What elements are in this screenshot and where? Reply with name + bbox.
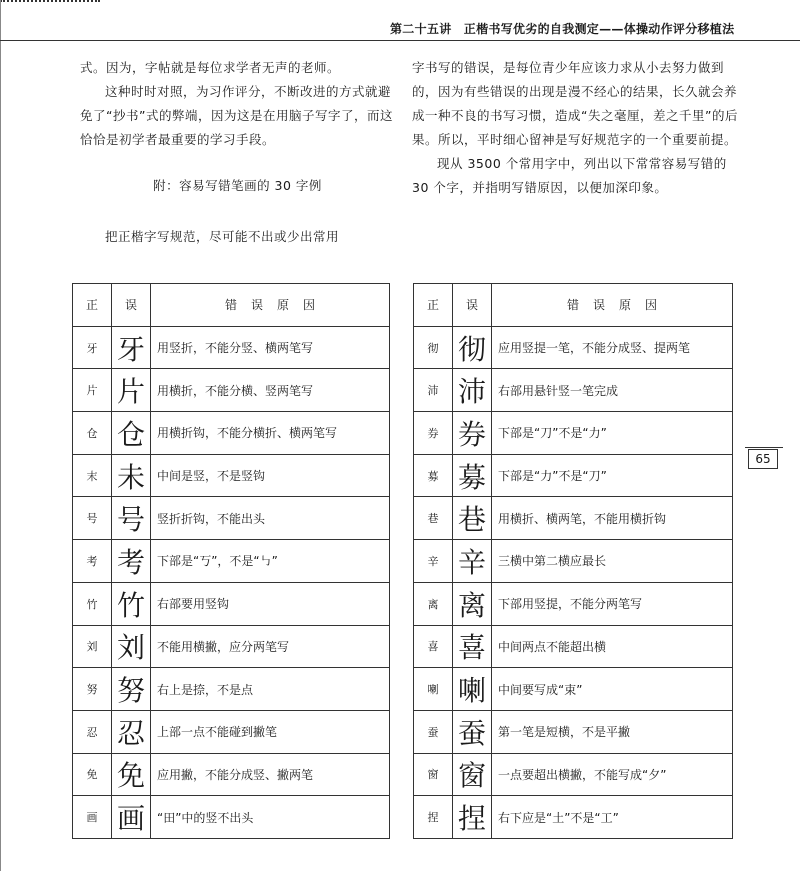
handwritten-char: 未: [112, 454, 151, 497]
handwritten-char: 竹: [112, 582, 151, 625]
left-paragraph-2: 这种时时对照，为习作评分，不断改进的方式就避免了“抄书”式的弊端，因为这是在用脑子写字了，而这恰恰是初学者最重要的学习手段。: [80, 84, 393, 147]
error-reason: 右部用悬针竖一笔完成: [492, 369, 733, 412]
table-row: [73, 796, 390, 839]
header-correct: 正: [414, 284, 453, 327]
right-paragraph-2: 现从 3500 个常用字中，列出以下常常容易写错的 30 个字，并指明写错原因，以便加深印象。: [412, 156, 727, 195]
handwritten-char: 忍: [112, 710, 151, 753]
handwritten-char: 沛: [453, 369, 492, 412]
correct-char: 离: [414, 582, 453, 625]
handwritten-char: 努: [112, 668, 151, 711]
handwritten-char: 牙: [112, 326, 151, 369]
handwritten-char: 蚕: [453, 710, 492, 753]
chapter-header: 第二十五讲 正楷书写优劣的自我测定——体操动作评分移植法: [390, 22, 735, 36]
correct-char: 免: [73, 753, 112, 796]
correct-char: 募: [414, 454, 453, 497]
header-wrong: 误: [453, 284, 492, 327]
error-reason: 应用竖提一笔，不能分成竖、提两笔: [492, 326, 733, 369]
correct-char: 仓: [73, 412, 112, 455]
error-reason: 下部是“刀”不是“力”: [492, 412, 733, 455]
handwritten-char: 喇: [453, 668, 492, 711]
error-reason: 用竖折，不能分竖、横两笔写: [151, 326, 390, 369]
correct-char: 券: [414, 412, 453, 455]
handwritten-char: 彻: [453, 326, 492, 369]
left-column: [80, 56, 395, 249]
correct-char: 彻: [414, 326, 453, 369]
header-reason: 错误原因: [151, 284, 390, 327]
header-reason: 错误原因: [492, 284, 733, 327]
error-reason: 应用撇，不能分成竖、撇两笔: [151, 753, 390, 796]
error-reason: 用横折、横两笔，不能用横折钩: [492, 497, 733, 540]
error-reason: 中间两点不能超出横: [492, 625, 733, 668]
handwritten-char: 画: [112, 796, 151, 839]
error-reason: 一点要超出横撇，不能写成“夕”: [492, 753, 733, 796]
right-column: [412, 56, 742, 200]
error-reason: 中间要写成“束”: [492, 668, 733, 711]
handwritten-char: 片: [112, 369, 151, 412]
error-reason: 用横折，不能分横、竖两笔写: [151, 369, 390, 412]
correct-char: 片: [73, 369, 112, 412]
table-row: [73, 625, 390, 668]
table-row: [73, 454, 390, 497]
table-row: [414, 710, 733, 753]
error-reason: “田”中的竖不出头: [151, 796, 390, 839]
correct-char: 辛: [414, 540, 453, 583]
correct-char: 忍: [73, 710, 112, 753]
header-rule: [0, 40, 800, 41]
table-row: [73, 668, 390, 711]
handwritten-char: 喜: [453, 625, 492, 668]
table-row: [414, 412, 733, 455]
appendix-title: 附：容易写错笔画的 30 字例: [153, 178, 322, 193]
correct-char: 巷: [414, 497, 453, 540]
correct-char: 画: [73, 796, 112, 839]
error-reason: 下部是“丂”，不是“㇉”: [151, 540, 390, 583]
handwritten-char: 捏: [453, 796, 492, 839]
correct-char: 喇: [414, 668, 453, 711]
right-paragraph-1: 字书写的错误，是每位青少年应该力求从小去努力做到的，因为有些错误的出现是漫不经心的结果，长久就会养成一种不良的书写习惯，造成“失之毫厘，差之千里”的后果。所以，平时细心留神是写好规范字的一个重要前提。: [412, 60, 738, 147]
table-row: [414, 540, 733, 583]
left-table-body: [73, 326, 390, 838]
handwritten-char: 考: [112, 540, 151, 583]
table-row: [414, 326, 733, 369]
error-reason: 用横折钩，不能分横折、横两笔写: [151, 412, 390, 455]
left-intro: 把正楷字写规范，尽可能不出或少出常用: [105, 229, 340, 244]
table-row: [414, 668, 733, 711]
correct-char: 窗: [414, 753, 453, 796]
handwritten-char: 巷: [453, 497, 492, 540]
page-number: 65: [748, 449, 778, 469]
error-reason: 上部一点不能碰到撇笔: [151, 710, 390, 753]
correct-char: 喜: [414, 625, 453, 668]
top-dotted-mark: [0, 0, 100, 5]
correct-char: 牙: [73, 326, 112, 369]
error-reason: 下部用竖提，不能分两笔写: [492, 582, 733, 625]
table-row: [73, 582, 390, 625]
table-row: [73, 369, 390, 412]
table-row: [73, 326, 390, 369]
handwritten-char: 辛: [453, 540, 492, 583]
error-reason: 右部要用竖钩: [151, 582, 390, 625]
error-reason: 下部是“力”不是“刀”: [492, 454, 733, 497]
header-correct: 正: [73, 284, 112, 327]
right-table-body: [414, 326, 733, 838]
table-row: [414, 625, 733, 668]
error-reason: 右下应是“土”不是“工”: [492, 796, 733, 839]
table-row: [414, 582, 733, 625]
table-header-row: [73, 284, 390, 327]
table-row: [414, 796, 733, 839]
correct-char: 末: [73, 454, 112, 497]
error-reason: 三横中第二横应最长: [492, 540, 733, 583]
handwritten-char: 仓: [112, 412, 151, 455]
table-row: [73, 753, 390, 796]
handwritten-char: 离: [453, 582, 492, 625]
handwritten-char: 免: [112, 753, 151, 796]
table-header-row: [414, 284, 733, 327]
error-reason: 中间是竖，不是竖钩: [151, 454, 390, 497]
error-reason: 右上是捺，不是点: [151, 668, 390, 711]
handwritten-char: 号: [112, 497, 151, 540]
page-number-rule: [745, 447, 783, 448]
left-error-table: [72, 283, 390, 839]
header-wrong: 误: [112, 284, 151, 327]
error-reason: 不能用横撇，应分两笔写: [151, 625, 390, 668]
table-row: [414, 369, 733, 412]
correct-char: 号: [73, 497, 112, 540]
handwritten-char: 募: [453, 454, 492, 497]
handwritten-char: 券: [453, 412, 492, 455]
left-paragraph-1: 式。因为，字帖就是每位求学者无声的老师。: [80, 60, 341, 75]
table-row: [73, 497, 390, 540]
correct-char: 蚕: [414, 710, 453, 753]
handwritten-char: 窗: [453, 753, 492, 796]
table-row: [73, 412, 390, 455]
error-reason: 竖折折钩，不能出头: [151, 497, 390, 540]
table-row: [73, 710, 390, 753]
correct-char: 沛: [414, 369, 453, 412]
table-row: [414, 454, 733, 497]
table-row: [414, 753, 733, 796]
correct-char: 刘: [73, 625, 112, 668]
scan-edge: [0, 0, 3, 871]
correct-char: 考: [73, 540, 112, 583]
table-row: [73, 540, 390, 583]
error-reason: 第一笔是短横，不是平撇: [492, 710, 733, 753]
table-row: [414, 497, 733, 540]
handwritten-char: 刘: [112, 625, 151, 668]
correct-char: 努: [73, 668, 112, 711]
right-error-table: [413, 283, 733, 839]
correct-char: 捏: [414, 796, 453, 839]
correct-char: 竹: [73, 582, 112, 625]
